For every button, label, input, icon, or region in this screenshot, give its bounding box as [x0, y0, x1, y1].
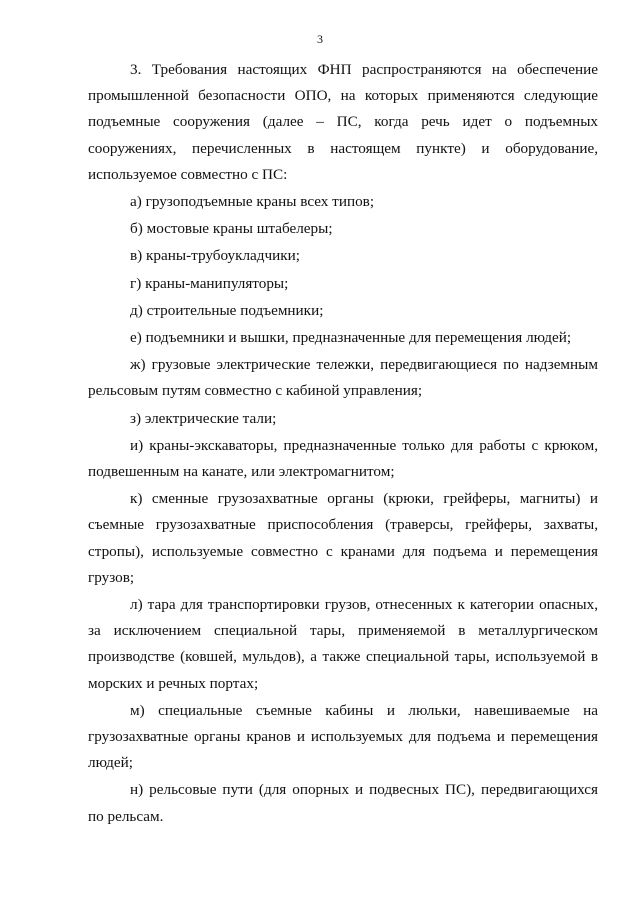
list-item-d: д) строительные подъемники; — [130, 301, 324, 319]
page-number: 3 — [317, 32, 323, 46]
list-item-m: м) специальные съемные кабины и люльки, навешиваемые на грузозахватные органы кранов и используемых для подъема и перемещения людей; — [88, 701, 598, 772]
list-item-k: к) сменные грузозахватные органы (крюки, грейферы, магниты) и съемные грузозахватные приспособления (траверсы, грейферы, захваты, стропы), используемые совместно с кранами для подъема и перемещения грузов; — [88, 490, 598, 586]
list-item-a: а) грузоподъемные краны всех типов; — [130, 193, 375, 211]
list-item-v: в) краны-трубоукладчики; — [130, 247, 300, 265]
list-item-e: е) подъемники и вышки, предназначенные для перемещения людей; — [130, 329, 572, 347]
list-item-l: л) тара для транспортировки грузов, отнесенных к категории опасных, за исключением специальной тары, применяемой в металлургическом производстве (ковшей, мульдов), а также специальной тары, используемой в морских и речных портах; — [88, 596, 598, 692]
list-item-i: и) краны-экскаваторы, предназначенные только для работы с крюком, подвешенным на канате, или электромагнитом; — [88, 436, 598, 481]
list-item-b: б) мостовые краны штабелеры; — [130, 220, 333, 238]
list-item-n: н) рельсовые пути (для опорных и подвесных ПС), передвигающихся по рельсам. — [88, 781, 598, 825]
list-item-g: г) краны-манипуляторы; — [130, 274, 289, 292]
document-body — [88, 57, 598, 830]
list-item-z: з) электрические тали; — [130, 409, 277, 427]
list-item-zh: ж) грузовые электрические тележки, передвигающиеся по надземным рельсовым путям совместно с кабиной управления; — [88, 356, 598, 400]
intro-paragraph: 3. Требования настоящих ФНП распространяются на обеспечение промышленной безопасности ОПО, на которых применяются следующие подъемные сооружения (далее – ПС, когда речь идет о подъемных сооружениях, перечисленных в настоящем пункте) и оборудование, используемое совместно с ПС: — [88, 61, 598, 183]
